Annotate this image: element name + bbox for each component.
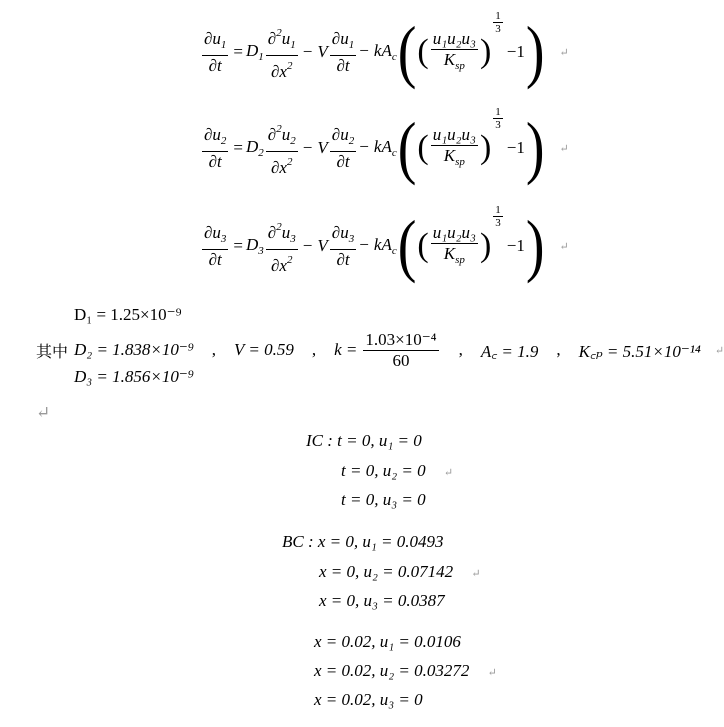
- second-derivative: $\frac{\partial^2u_2}{\partial x^2}$: [266, 119, 298, 178]
- velocity-term: − V: [301, 138, 328, 157]
- reaction-term: − $kA_c$: [358, 235, 397, 257]
- minus-one: −1: [506, 138, 525, 157]
- first-derivative: $\frac{\partial u_1}{\partial t}$: [331, 28, 355, 75]
- param-d2: D₂ = 1.838×10⁻⁹: [74, 340, 194, 359]
- ic-line-2-text: t = 0, u₂ = 0: [341, 461, 426, 480]
- outer-paren-open: (: [397, 13, 417, 91]
- first-derivative: $\frac{\partial u_3}{\partial t}$: [331, 222, 355, 269]
- outer-paren-close: ): [525, 207, 545, 285]
- second-derivative: $\frac{\partial^2u_1}{\partial x^2}$: [266, 23, 298, 82]
- exponent: $\frac{1}{3}$: [495, 10, 501, 35]
- param-v: V = 0.59: [234, 340, 294, 359]
- bc-line-1: BC : x = 0, u₁ = 0.0493: [282, 532, 444, 551]
- param-k-lhs: k =: [334, 340, 358, 359]
- param-sep: ,: [458, 340, 463, 359]
- param-ac: A꜀ = 1.9: [480, 341, 539, 361]
- param-k-frac: [363, 330, 438, 371]
- minus-one: −1: [506, 236, 525, 255]
- bc-line-5: [314, 661, 497, 681]
- inner-paren-close: ): [479, 129, 492, 166]
- param-ksp: K꜀ₚ = 5.51×10⁻¹⁴: [578, 341, 701, 361]
- outer-paren-close: ): [525, 13, 545, 91]
- paragraph-mark: ↵: [559, 142, 569, 155]
- second-derivative: $\frac{\partial^2u_3}{\partial x^2}$: [266, 217, 298, 276]
- diffusion-coefficient: $D_3$: [246, 235, 264, 257]
- diffusion-coefficient: $D_1$: [246, 41, 264, 63]
- pde-equation: [200, 108, 569, 188]
- paragraph-mark: ↵: [443, 467, 454, 479]
- bc-line-6: x = 0.02, u₃ = 0: [314, 690, 423, 709]
- bc-line-2: [319, 562, 481, 582]
- velocity-term: − V: [301, 236, 328, 255]
- solubility-ratio: $\frac{\text{u₁u₂u₃}}{K_{sp}}$: [432, 222, 476, 266]
- pde-equation: [200, 206, 569, 286]
- reaction-term: − $kA_c$: [358, 137, 397, 159]
- inner-paren-open: (: [417, 33, 429, 70]
- lhs-derivative: $\frac{\partial u_2}{\partial t}$: [204, 124, 227, 171]
- outer-paren-close: ): [525, 109, 545, 187]
- param-sep: ,: [556, 340, 561, 359]
- inner-paren-close: ): [479, 33, 492, 70]
- paragraph-mark: ↵: [559, 46, 569, 59]
- velocity-term: − V: [301, 42, 328, 61]
- exponent: $\frac{1}{3}$: [495, 106, 501, 131]
- solubility-ratio: $\frac{\text{u₁u₂u₃}}{K_{sp}}$: [432, 124, 476, 168]
- bc-line-4: x = 0.02, u₁ = 0.0106: [314, 632, 461, 651]
- param-line: [36, 330, 724, 370]
- inner-paren-close: ): [479, 227, 492, 264]
- outer-paren-open: (: [397, 109, 417, 187]
- paragraph-mark: ↵: [714, 344, 724, 357]
- pde-equation: [200, 12, 569, 92]
- param-sep: ,: [211, 340, 217, 359]
- lhs-derivative: $\frac{\partial u_1}{\partial t}$: [204, 28, 227, 75]
- bc-line-5-text: x = 0.02, u₂ = 0.03272: [314, 661, 470, 680]
- param-d3: D₃ = 1.856×10⁻⁹: [74, 367, 194, 386]
- diffusion-coefficient: $D_2$: [246, 137, 264, 159]
- paragraph-mark: ↵: [36, 403, 51, 422]
- bc-line-2-text: x = 0, u₂ = 0.07142: [319, 562, 454, 581]
- param-sep: ,: [311, 340, 317, 359]
- reaction-term: − $kA_c$: [358, 41, 397, 63]
- equals-sign: =: [233, 236, 243, 255]
- ic-line-2: [341, 461, 453, 481]
- solubility-ratio: $\frac{\text{u₁u₂u₃}}{K_{sp}}$: [432, 28, 476, 72]
- equals-sign: =: [233, 138, 243, 157]
- param-k-den: 60: [392, 350, 410, 370]
- exponent: $\frac{1}{3}$: [495, 204, 501, 229]
- first-derivative: $\frac{\partial u_2}{\partial t}$: [331, 124, 355, 171]
- param-k-num: 1.03×10⁻⁴: [365, 329, 437, 349]
- lhs-derivative: $\frac{\partial u_3}{\partial t}$: [204, 222, 227, 269]
- outer-paren-open: (: [397, 207, 417, 285]
- param-d1: D₁ = 1.25×10⁻⁹: [74, 305, 182, 324]
- ic-line-1: IC : t = 0, u₁ = 0: [306, 431, 422, 450]
- inner-paren-open: (: [417, 227, 429, 264]
- inner-paren-open: (: [417, 129, 429, 166]
- bc-line-3: x = 0, u₃ = 0.0387: [319, 591, 445, 610]
- minus-one: −1: [506, 42, 525, 61]
- ic-line-3: t = 0, u₃ = 0: [341, 490, 426, 509]
- equals-sign: =: [233, 42, 243, 61]
- param-prefix: 其中: [36, 343, 69, 361]
- paragraph-mark: ↵: [559, 240, 569, 253]
- paragraph-mark: ↵: [487, 667, 497, 679]
- paragraph-mark: ↵: [471, 568, 481, 580]
